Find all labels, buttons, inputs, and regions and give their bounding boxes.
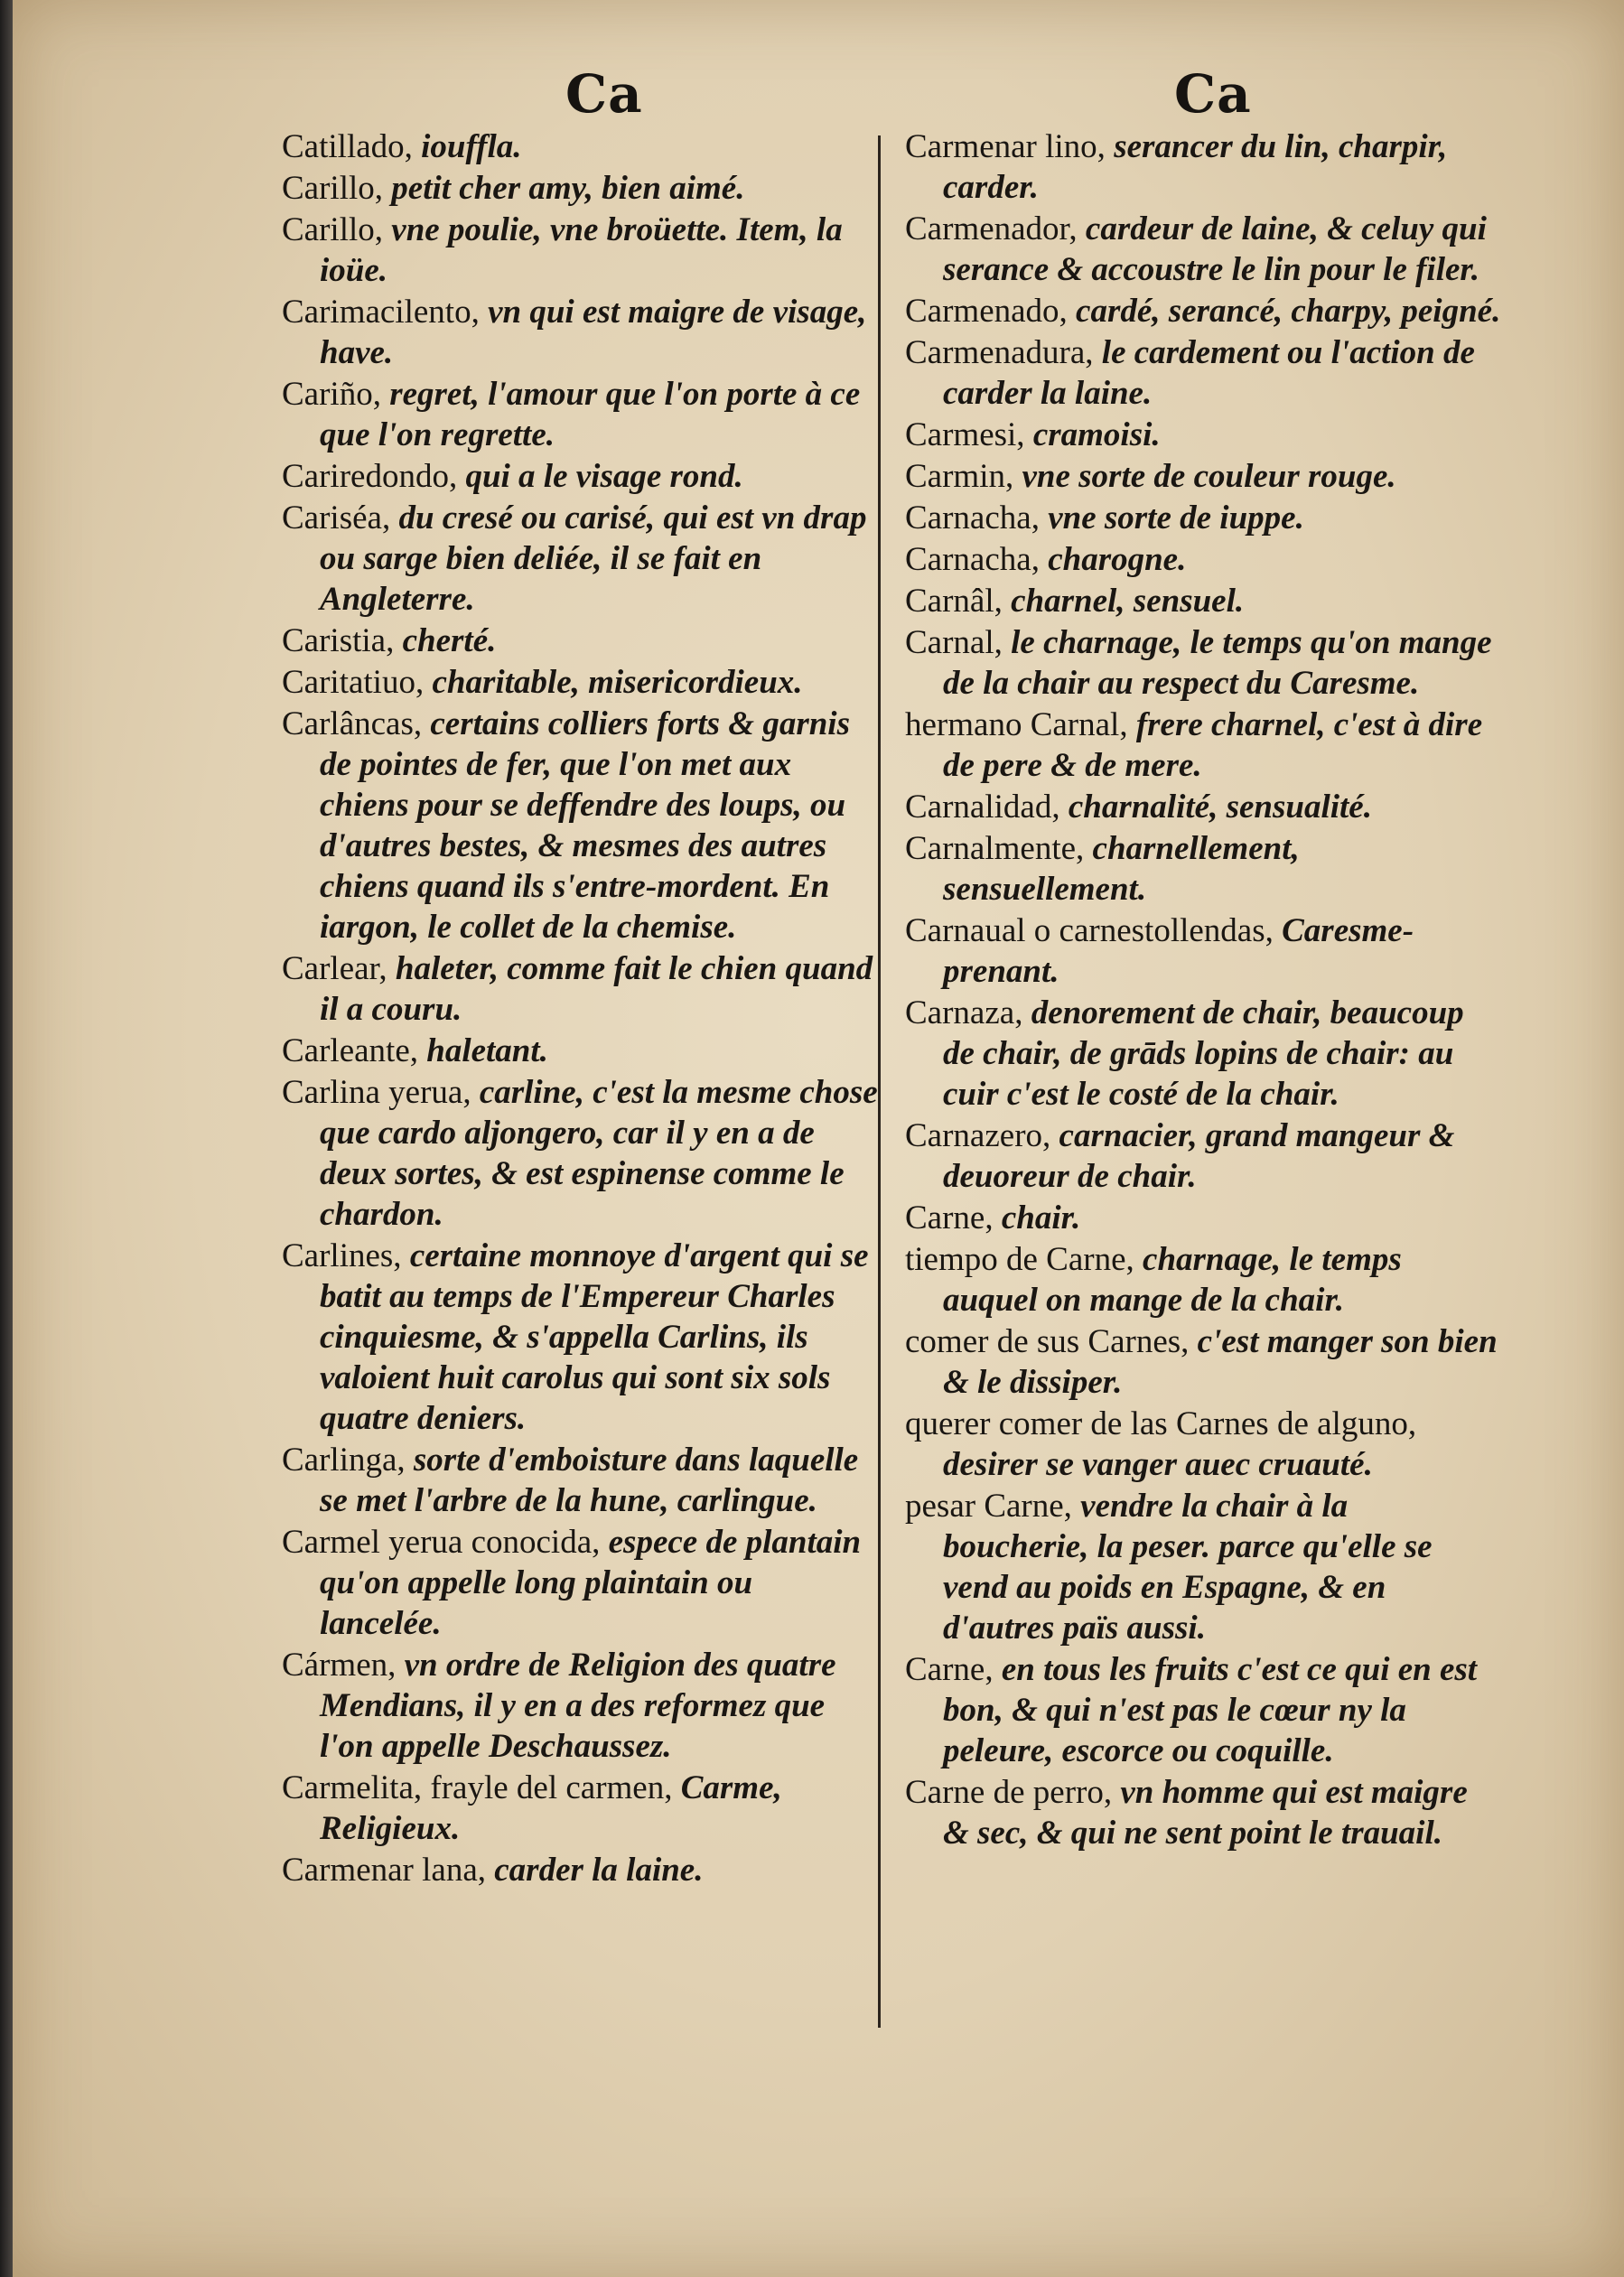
dictionary-entry: [282, 704, 878, 947]
entry-definition: c'est manger son bien & le dissiper.: [943, 1323, 1498, 1401]
entry-headword: Carne de perro,: [905, 1774, 1121, 1811]
dictionary-entry: [905, 415, 1501, 455]
entry-headword: Carleante,: [282, 1032, 427, 1069]
dictionary-entry: [282, 662, 878, 703]
entry-definition: iouffla.: [421, 128, 522, 165]
entry-definition: carline, c'est la mesme chose que cardo aljongero, car il y en a de deux sortes, & est espinense comme le chardon.: [320, 1074, 878, 1233]
entry-headword: Carnazero,: [905, 1117, 1059, 1154]
dictionary-entry: [905, 1486, 1501, 1648]
dictionary-entry: [282, 1850, 878, 1890]
entry-definition: denorement de chair, beaucoup de chair, de grāds lopins de chair: au cuir c'est le costé de la chair.: [943, 994, 1464, 1113]
entry-definition: certaine monnoye d'argent qui se batit au temps de l'Empereur Charles cinquiesme, & s'appella Carlins, ils valoient huit carolus qui sont six sols quatre deniers.: [320, 1237, 869, 1437]
dictionary-entry: [905, 622, 1501, 704]
page-binding-edge: [0, 0, 13, 2277]
entry-headword: pesar Carne,: [905, 1488, 1081, 1525]
dictionary-entry: [905, 498, 1501, 538]
entry-definition: en tous les fruits c'est ce qui en est bon, & qui n'est pas le cœur ny la peleure, escorce ou coquille.: [943, 1651, 1478, 1769]
entry-headword: Carlines,: [282, 1237, 410, 1274]
entry-definition: le charnage, le temps qu'on mange de la chair au respect du Caresme.: [943, 624, 1492, 702]
column-divider: [878, 135, 881, 2028]
entry-definition: cherté.: [402, 622, 497, 659]
dictionary-entry: [905, 581, 1501, 621]
dictionary-entry: [282, 126, 878, 167]
entry-definition: charnage, le temps auquel on mange de la chair.: [943, 1241, 1402, 1319]
entry-definition: vne sorte de iuppe.: [1048, 499, 1304, 537]
entry-headword: Carimacilento,: [282, 294, 489, 331]
entry-headword: Carnal,: [905, 624, 1012, 661]
entry-definition: petit cher amy, bien aimé.: [391, 170, 745, 207]
entry-headword: Carnaual o carnestollendas,: [905, 912, 1283, 949]
entry-definition: vendre la chair à la boucherie, la peser. parce qu'elle se vend au poids en Espagne, & en d'autres païs aussi.: [943, 1488, 1433, 1647]
entry-definition: serancer du lin, charpir, carder.: [943, 128, 1448, 206]
entry-headword: Carlinga,: [282, 1442, 414, 1479]
dictionary-entry: [282, 1236, 878, 1439]
dictionary-entry: [282, 1440, 878, 1521]
entry-headword: Catillado,: [282, 128, 422, 165]
entry-headword: Cariño,: [282, 376, 390, 413]
entry-headword: Carillo,: [282, 211, 392, 248]
entry-headword: Carnalidad,: [905, 789, 1069, 826]
entry-definition: carder la laine.: [494, 1852, 704, 1889]
entry-definition: qui a le visage rond.: [465, 458, 743, 495]
entry-definition: vn qui est maigre de visage, have.: [320, 294, 867, 371]
entry-headword: querer comer de las Carnes de alguno,: [905, 1405, 1417, 1442]
dictionary-entry: [282, 1031, 878, 1071]
entry-headword: Carmenadura,: [905, 334, 1102, 371]
entry-headword: Caristia,: [282, 622, 403, 659]
left-column: [282, 126, 878, 1891]
dictionary-entry: [905, 209, 1501, 290]
dictionary-entry: [282, 948, 878, 1030]
entry-definition: regret, l'amour que l'on porte à ce que l'on regrette.: [320, 376, 861, 453]
entry-definition: charnellement, sensuellement.: [943, 830, 1300, 908]
entry-definition: le cardement ou l'action de carder la laine.: [943, 334, 1475, 412]
entry-headword: Cariredondo,: [282, 458, 466, 495]
entry-headword: Carmin,: [905, 458, 1022, 495]
dictionary-entry: [905, 1198, 1501, 1238]
entry-definition: du cresé ou carisé, qui est vn drap ou sarge bien deliée, il se fait en Angleterre.: [320, 499, 867, 618]
dictionary-entry: [282, 210, 878, 291]
dictionary-entry: [905, 291, 1501, 331]
entry-definition: espece de plantain qu'on appelle long plaintain ou lancelée.: [320, 1524, 862, 1642]
dictionary-entry: [905, 539, 1501, 580]
entry-headword: Carnalmente,: [905, 830, 1093, 867]
entry-definition: vne sorte de couleur rouge.: [1022, 458, 1396, 495]
entry-headword: Carmel yerua conocida,: [282, 1524, 609, 1561]
entry-definition: Caresme-prenant.: [943, 912, 1414, 990]
dictionary-entry: [905, 910, 1501, 992]
entry-definition: Carme, Religieux.: [320, 1769, 782, 1847]
dictionary-entry: [282, 292, 878, 373]
entry-headword: Carlâncas,: [282, 705, 431, 742]
entry-headword: Carmenar lino,: [905, 128, 1115, 165]
entry-headword: Carmenar lana,: [282, 1852, 495, 1889]
dictionary-entry: [905, 787, 1501, 827]
entry-definition: charitable, misericordieux.: [432, 664, 803, 701]
dictionary-entry: [905, 993, 1501, 1115]
entry-definition: vne poulie, vne broüette. Item, la ioüe.: [320, 211, 843, 289]
dictionary-entry: [282, 498, 878, 620]
dictionary-entry: [905, 705, 1501, 786]
entry-headword: Carnâl,: [905, 583, 1012, 620]
entry-definition: desirer se vanger auec cruauté.: [943, 1446, 1373, 1483]
dictionary-entry: [905, 1321, 1501, 1403]
dictionary-entry: [905, 126, 1501, 208]
dictionary-entry: [905, 828, 1501, 910]
dictionary-entry: [905, 1239, 1501, 1320]
dictionary-entry: [282, 374, 878, 455]
dictionary-entry: [282, 1522, 878, 1644]
dictionary-entry: [905, 1115, 1501, 1197]
entry-headword: Carillo,: [282, 170, 392, 207]
entry-definition: vn homme qui est maigre & sec, & qui ne sent point le trauail.: [943, 1774, 1468, 1852]
running-header-left: Ca: [565, 63, 643, 125]
dictionary-entry: [282, 456, 878, 497]
entry-headword: Carmenador,: [905, 210, 1086, 247]
entry-headword: Carnacha,: [905, 541, 1049, 578]
entry-definition: haletant.: [426, 1032, 548, 1069]
entry-definition: charnel, sensuel.: [1011, 583, 1245, 620]
entry-definition: certains colliers forts & garnis de pointes de fer, que l'on met aux chiens pour se deffendre des loups, ou d'autres bestes, & mesmes des autres chiens quand ils s'entre-mordent. En iargon, le collet de la chemise.: [320, 705, 850, 946]
entry-headword: Cármen,: [282, 1647, 405, 1684]
entry-definition: carnacier, grand mangeur & deuoreur de chair.: [943, 1117, 1455, 1195]
entry-headword: Carnacha,: [905, 499, 1049, 537]
entry-definition: haleter, comme fait le chien quand il a couru.: [320, 950, 873, 1028]
entry-headword: hermano Carnal,: [905, 706, 1136, 743]
entry-headword: Caritatiuo,: [282, 664, 433, 701]
entry-definition: cramoisi.: [1032, 416, 1161, 453]
dictionary-entry: [282, 621, 878, 661]
dictionary-entry: [905, 1404, 1501, 1485]
entry-headword: Carnaza,: [905, 994, 1031, 1031]
dictionary-entry: [282, 1768, 878, 1849]
entry-headword: Carmenado,: [905, 293, 1077, 330]
dictionary-entry: [282, 168, 878, 209]
entry-definition: charogne.: [1048, 541, 1187, 578]
entry-headword: Carne,: [905, 1199, 1002, 1236]
entry-definition: cardé, serancé, charpy, peigné.: [1076, 293, 1501, 330]
dictionary-entry: [905, 332, 1501, 414]
entry-definition: vn ordre de Religion des quatre Mendians, il y en a des reformez que l'on appelle Deschaussez.: [320, 1647, 836, 1765]
dictionary-page: [13, 0, 1624, 2277]
dictionary-entry: [282, 1645, 878, 1767]
entry-headword: Carmesi,: [905, 416, 1033, 453]
entry-headword: Carlina yerua,: [282, 1074, 480, 1111]
right-column: [905, 126, 1501, 1854]
dictionary-entry: [905, 456, 1501, 497]
entry-headword: Carne,: [905, 1651, 1002, 1688]
entry-headword: Cariséa,: [282, 499, 399, 537]
dictionary-entry: [905, 1649, 1501, 1771]
entry-headword: comer de sus Carnes,: [905, 1323, 1198, 1360]
entry-definition: frere charnel, c'est à dire de pere & de mere.: [943, 706, 1483, 784]
entry-definition: chair.: [1001, 1199, 1081, 1236]
entry-headword: tiempo de Carne,: [905, 1241, 1143, 1278]
dictionary-entry: [282, 1072, 878, 1235]
dictionary-entry: [905, 1772, 1501, 1853]
entry-definition: charnalité, sensualité.: [1068, 789, 1372, 826]
entry-definition: cardeur de laine, & celuy qui serance & accoustre le lin pour le filer.: [943, 210, 1487, 288]
running-header-right: Ca: [1174, 63, 1252, 125]
entry-definition: sorte d'emboisture dans laquelle se met l'arbre de la hune, carlingue.: [320, 1442, 859, 1519]
entry-headword: Carlear,: [282, 950, 396, 987]
entry-headword: Carmelita, frayle del carmen,: [282, 1769, 681, 1806]
